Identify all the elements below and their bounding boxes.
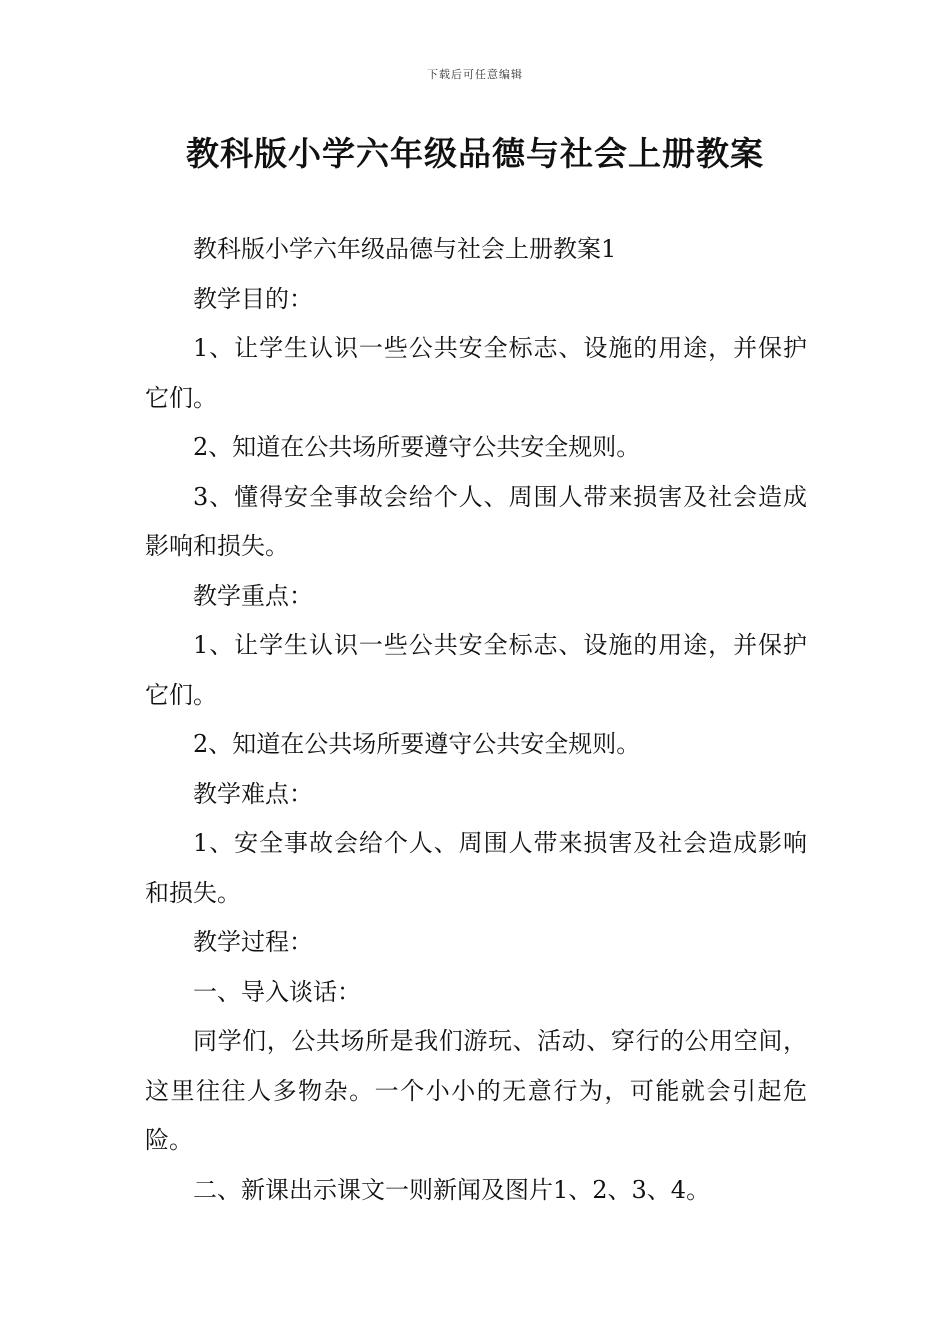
paragraph-objective-1: 1、让学生认识一些公共安全标志、设施的用途，并保护它们。 bbox=[145, 334, 807, 412]
paragraph-objective-3: 3、懂得安全事故会给个人、周围人带来损害及社会造成影响和损失。 bbox=[145, 482, 807, 560]
paragraph-step-1-heading: 一、导入谈话： bbox=[193, 977, 361, 1006]
document-title: 教科版小学六年级品德与社会上册教案 bbox=[186, 134, 764, 173]
paragraph-key-point-2: 2、知道在公共场所要遵守公共安全规则。 bbox=[193, 730, 641, 758]
paragraph-heading-difficulties: 教学难点： bbox=[193, 779, 313, 808]
paragraph-key-point-1: 1、让学生认识一些公共安全标志、设施的用途，并保护它们。 bbox=[145, 631, 807, 709]
header-note: 下载后可任意编辑 bbox=[427, 68, 523, 81]
paragraph-heading-key-points: 教学重点： bbox=[193, 581, 313, 610]
document-body bbox=[145, 225, 807, 1215]
paragraph-difficulty-1: 1、安全事故会给个人、周围人带来损害及社会造成影响和损失。 bbox=[145, 829, 807, 907]
paragraph-subtitle: 教科版小学六年级品德与社会上册教案1 bbox=[193, 235, 617, 263]
paragraph-step-1-body: 同学们，公共场所是我们游玩、活动、穿行的公用空间，这里往往人多物杂。一个小小的无意行为，可能就会引起危险。 bbox=[145, 1027, 807, 1154]
paragraph-heading-objectives: 教学目的： bbox=[193, 284, 313, 313]
paragraph-heading-process: 教学过程： bbox=[193, 928, 313, 956]
paragraph-objective-2: 2、知道在公共场所要遵守公共安全规则。 bbox=[193, 433, 641, 461]
paragraph-step-2-heading: 二、新课出示课文一则新闻及图片1、2、3、4。 bbox=[193, 1175, 711, 1204]
